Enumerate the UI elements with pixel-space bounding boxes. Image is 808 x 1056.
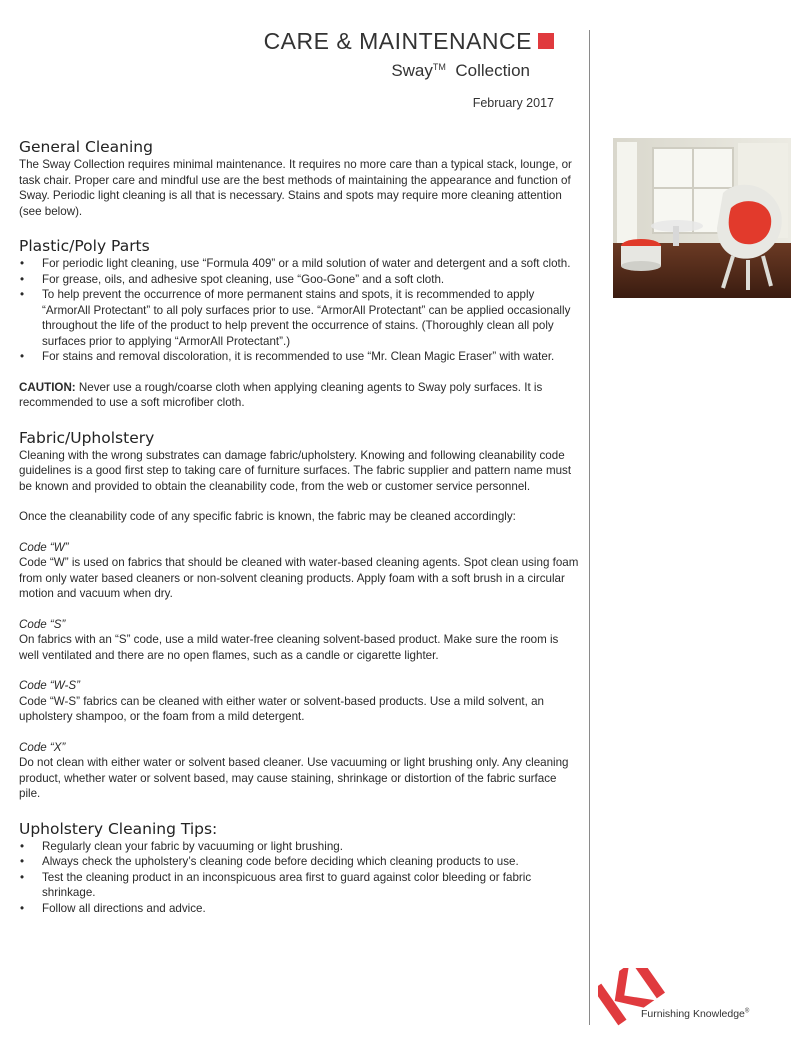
section-cleaning-tips bbox=[19, 820, 579, 917]
list-item: • For grease, oils, and adhesive spot cleaning, use “Goo-Gone” and a soft cloth. bbox=[19, 272, 579, 288]
registered-symbol: ® bbox=[744, 1008, 750, 1015]
plastic-list bbox=[19, 256, 579, 365]
list-item: • Test the cleaning product in an inconspicuous area first to guard against color bleeding or fabric shrinkage. bbox=[19, 870, 579, 901]
title-row bbox=[264, 26, 554, 56]
section-plastic-poly bbox=[19, 237, 579, 411]
lounge-chair-photo-illustration bbox=[613, 138, 791, 298]
section-heading: Upholstery Cleaning Tips: bbox=[19, 819, 218, 838]
fabric-intro: Cleaning with the wrong substrates can damage fabric/upholstery. Knowing and following cleanability code guidelines is a good first step to taking care of furniture surfaces. The fabric supplier and pattern name must be known and provided to obtain the cleanability code, from the web or customer service personnel. bbox=[19, 448, 572, 493]
document-date: February 2017 bbox=[472, 96, 554, 110]
list-item: • To help prevent the occurrence of more permanent stains and spots, it is recommended to apply “ArmorAll Protectant” to all poly surfaces prior to use. “ArmorAll Protectant” can be applied occasionally throughout the life of the product to help prevent the occurrence of stains. (Thoroughly clean all poly surfaces prior to applying “ArmorAll Protectant”.) bbox=[19, 287, 579, 349]
code-x-label: Code “X” bbox=[19, 740, 66, 754]
list-item: • Always check the upholstery’s cleaning code before deciding which cleaning products to use. bbox=[19, 854, 579, 870]
code-s-text: On fabrics with an “S” code, use a mild water-free cleaning solvent-based product. Make sure the room is well ventilated and there are no open flames, such as a candle or cigarette lighter. bbox=[19, 633, 559, 662]
code-w-label: Code “W” bbox=[19, 540, 69, 554]
list-item: • For periodic light cleaning, use “Formula 409” or a mild solution of water and detergent and a soft cloth. bbox=[19, 256, 579, 272]
code-ws-text: Code “W-S” fabrics can be cleaned with either water or solvent-based products. Use a mild solvent, an upholstery shampoo, or the foam from a mild detergent. bbox=[19, 694, 544, 723]
brand-tagline bbox=[641, 1008, 749, 1020]
vertical-divider bbox=[589, 30, 590, 1025]
section-fabric-upholstery bbox=[19, 429, 579, 802]
tagline-text: Furnishing Knowledge bbox=[641, 1008, 745, 1020]
section-general-cleaning bbox=[19, 138, 579, 219]
collection-subtitle bbox=[264, 56, 530, 82]
fabric-once: Once the cleanability code of any specific fabric is known, the fabric may be cleaned accordingly: bbox=[19, 510, 516, 523]
collection-name: Sway bbox=[391, 61, 433, 80]
main-content bbox=[19, 138, 579, 934]
list-item: • Regularly clean your fabric by vacuuming or light brushing. bbox=[19, 839, 579, 855]
accent-square-icon bbox=[538, 33, 554, 49]
section-body: The Sway Collection requires minimal maintenance. It requires no more care than a typical stack, lounge, or task chair. Proper care and mindful use are the best methods of maintaining the appearance and function of Sway. Periodic light cleaning is all that is necessary. Stains and spots may require more cleaning attention (see below). bbox=[19, 158, 572, 218]
section-heading: General Cleaning bbox=[19, 138, 153, 156]
list-item: • Follow all directions and advice. bbox=[19, 901, 579, 917]
code-s-label: Code “S” bbox=[19, 617, 66, 631]
section-heading: Plastic/Poly Parts bbox=[19, 237, 150, 255]
product-photo bbox=[613, 138, 791, 298]
caution-note bbox=[19, 380, 579, 411]
document-header bbox=[264, 26, 554, 82]
code-w-text: Code “W” is used on fabrics that should be cleaned with water-based cleaning agents. Spot clean using foam from only water based cleaners or non-solvent cleaning products. Apply foam with a soft brush in a circular motion and vacuum when dry. bbox=[19, 556, 579, 600]
tips-list bbox=[19, 839, 579, 917]
list-item: • For stains and removal discoloration, it is recommended to use “Mr. Clean Magic Eraser” with water. bbox=[19, 349, 579, 365]
section-heading: Fabric/Upholstery bbox=[19, 428, 155, 447]
collection-word: Collection bbox=[455, 61, 530, 80]
code-ws-label: Code “W-S” bbox=[19, 679, 80, 692]
caution-text: Never use a rough/coarse cloth when applying cleaning agents to Sway poly surfaces. It is recommended to use a soft microfiber cloth. bbox=[19, 380, 543, 409]
caution-label: CAUTION: bbox=[19, 380, 76, 394]
page-title: CARE & MAINTENANCE bbox=[263, 28, 532, 54]
code-x-text: Do not clean with either water or solvent based cleaner. Use vacuuming or light brushing only. Any cleaning product, whether water or solvent based, may cause staining, shrinkage or distortion of the fabric surface pile. bbox=[19, 756, 569, 800]
trademark-symbol: TM bbox=[432, 62, 446, 72]
